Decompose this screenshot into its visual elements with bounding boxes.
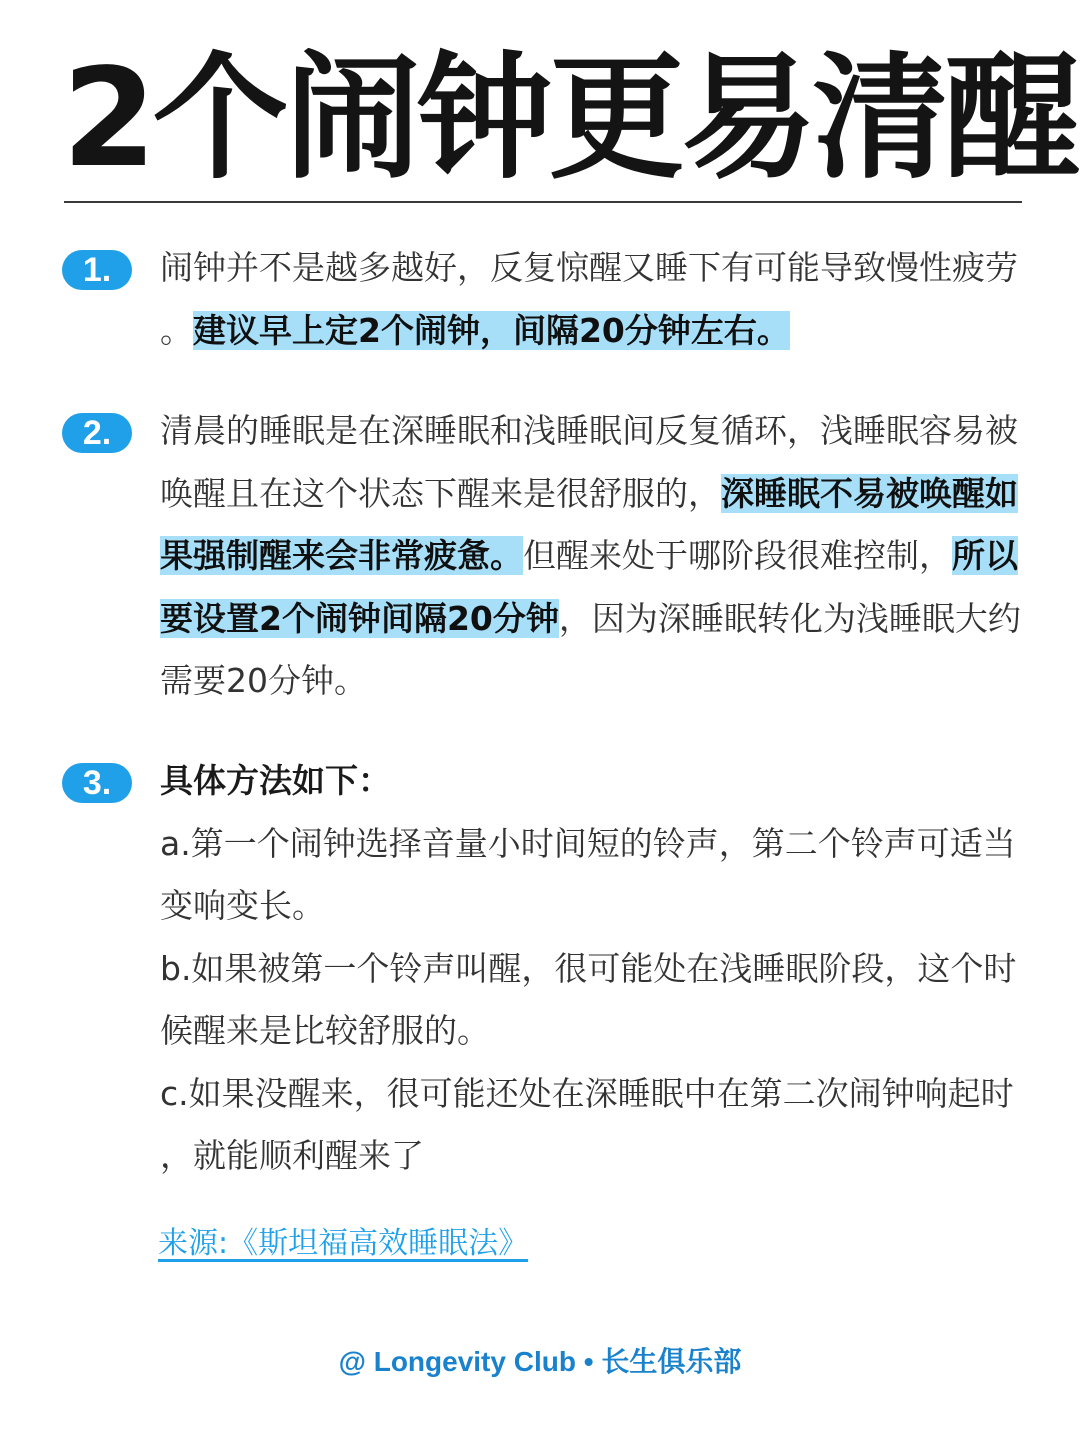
item-2-text-c: ，因为深睡眠转化为浅睡眠大约需要20分钟。 (160, 598, 1021, 700)
item-2-highlight-b: 所以要设置2个闹钟间隔20分钟 (160, 536, 1018, 638)
item-1-number-badge: 1. (62, 250, 132, 290)
item-3-line-c: c.如果没醒来，很可能还处在深睡眠中在第二次闹钟响起时，就能顺利醒来了 (160, 1073, 1014, 1175)
item-2-number-badge: 2. (62, 413, 132, 453)
item-2-text-b: 但醒来处于哪阶段很难控制， (523, 536, 952, 575)
item-1-text: 闹钟并不是越多越好，反复惊醒又睡下有可能导致慢性疲劳。 (160, 248, 1018, 350)
item-1-highlight: 建议早上定2个闹钟，间隔20分钟左右。 (193, 310, 790, 350)
footer-brand-cn: 长生俱乐部 (601, 1345, 742, 1378)
item-3-heading: 具体方法如下： (160, 761, 391, 800)
item-2-paragraph (160, 400, 1024, 713)
page-title: 2个闹钟更易清醒 (62, 40, 1077, 198)
item-1-paragraph (160, 237, 1024, 362)
item-3-line-a: a.第一个闹钟选择音量小时间短的铃声，第二个铃声可适当变响变长。 (160, 823, 1016, 925)
item-2-highlight-a: 深睡眠不易被唤醒如果强制醒来会非常疲惫。 (160, 473, 1018, 575)
footer-handle: @ Longevity Club (338, 1346, 576, 1377)
footer-separator: • (583, 1346, 594, 1377)
item-3-line-b: b.如果被第一个铃声叫醒，很可能处在浅睡眠阶段，这个时候醒来是比较舒服的。 (160, 948, 1017, 1050)
item-2-text-a: 清晨的睡眠是在深睡眠和浅睡眠间反复循环，浅睡眠容易被唤醒且在这个状态下醒来是很舒服的， (160, 411, 1018, 513)
item-3-number-badge: 3. (62, 763, 132, 803)
source-link[interactable]: 来源:《斯坦福高效睡眠法》 (158, 1226, 529, 1261)
title-divider (64, 201, 1022, 203)
footer-credit (0, 1340, 1080, 1384)
item-3-paragraph (160, 750, 1024, 1188)
